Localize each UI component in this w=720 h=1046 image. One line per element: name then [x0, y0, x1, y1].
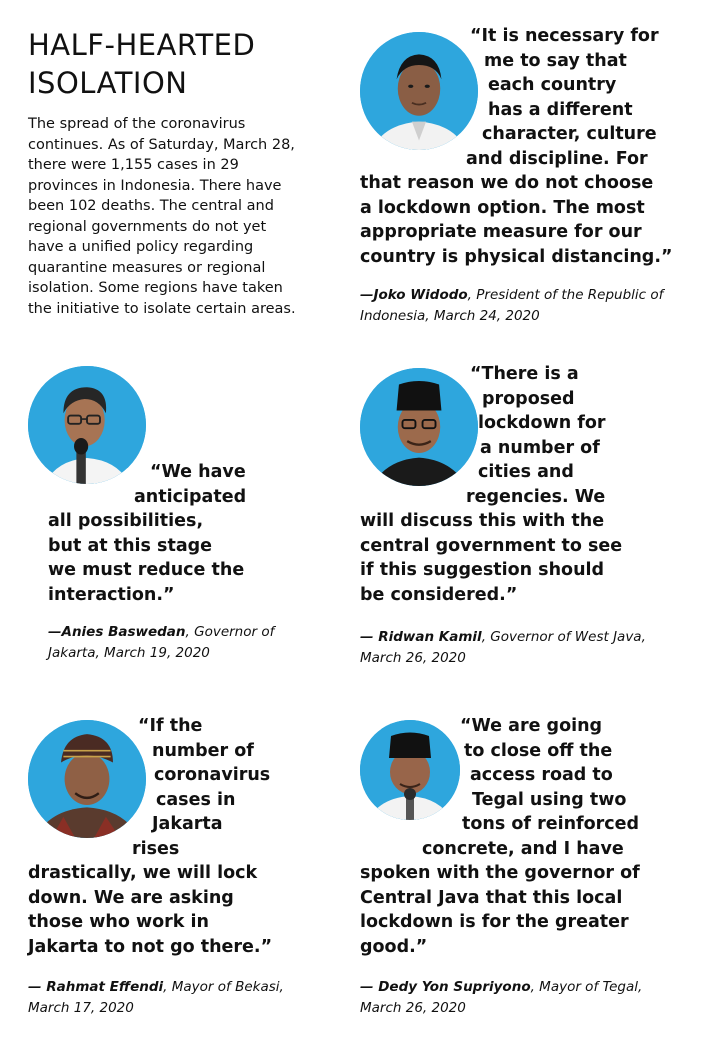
- quote-line: but at this stage: [48, 535, 213, 556]
- attribution-anies-baswedan: [48, 622, 338, 663]
- quote-line: anticipated: [134, 486, 247, 507]
- quote-line: rises: [132, 838, 180, 859]
- attribution-dash: —: [48, 624, 62, 640]
- quote-line: good.”: [360, 936, 428, 957]
- quote-joko-widodo: [360, 24, 672, 269]
- quote-anies-baswedan: [48, 460, 246, 607]
- page-title: [28, 26, 328, 102]
- quote-date: Jakarta, March 19, 2020: [48, 644, 210, 661]
- quote-line: down. We are asking: [28, 887, 234, 908]
- quote-line: Tegal using two: [472, 789, 627, 810]
- quote-line: that reason we do not choose: [360, 173, 654, 193]
- speaker-name: Ridwan Kamil: [378, 629, 482, 645]
- quote-line: lockdown for: [478, 413, 606, 433]
- quote-line: access road to: [470, 765, 613, 785]
- quote-line: cities and: [478, 462, 574, 482]
- speaker-role: , Governor of West Java,: [481, 629, 646, 645]
- attribution-rahmat-effendi: [28, 977, 338, 1018]
- quote-line: a number of: [480, 437, 600, 458]
- quote-line: me to say that: [484, 50, 627, 71]
- attribution-dash: —: [360, 979, 379, 995]
- speaker-role: , Mayor of Tegal,: [530, 979, 643, 995]
- quote-line: Central Java that this local: [360, 887, 623, 908]
- speaker-name: Anies Baswedan: [61, 624, 186, 640]
- speaker-name: Rahmat Effendi: [46, 979, 164, 995]
- quote-line: we must reduce the: [48, 560, 245, 580]
- quote-line: Jakarta: [152, 814, 223, 834]
- quote-line: “There is a: [470, 364, 579, 384]
- quote-date: March 26, 2020: [360, 649, 466, 666]
- quote-line: spoken with the governor of: [360, 863, 640, 883]
- quote-line: concrete, and I have: [422, 838, 624, 859]
- quote-line: regencies. We: [466, 486, 606, 507]
- quote-line: if this suggestion should: [360, 560, 605, 580]
- quote-line: each country: [488, 75, 617, 95]
- title-line-1: HALF-HEARTED: [28, 28, 256, 62]
- speaker-role: , Governor of: [185, 624, 275, 640]
- quote-date: March 17, 2020: [28, 999, 134, 1016]
- speaker-role: , President of the Republic of: [467, 287, 664, 303]
- speaker-name: Dedy Yon Supriyono: [378, 979, 531, 995]
- quote-line: “We are going: [460, 716, 603, 736]
- quote-rahmat-effendi: [28, 714, 272, 959]
- quote-line: lockdown is for the greater: [360, 912, 629, 932]
- quote-line: coronavirus: [154, 765, 271, 785]
- quote-line: “It is necessary for: [470, 26, 659, 46]
- quote-line: “If the: [138, 716, 203, 736]
- quote-line: character, culture: [482, 124, 657, 144]
- quote-line: number of: [152, 740, 254, 761]
- attribution-joko-widodo: [360, 285, 700, 326]
- attribution-dash: —: [28, 979, 47, 995]
- quote-line: all possibilities,: [48, 511, 204, 531]
- quote-line: those who work in: [28, 912, 209, 932]
- quote-line: to close off the: [464, 740, 613, 761]
- quote-line: tons of reinforced: [462, 814, 640, 834]
- attribution-dash: —: [360, 629, 379, 645]
- intro-text: The spread of the coronavirus continues. As of Saturday, March 28, there were 1,155 cases in 29 provinces in Indonesia. There have been 102 deaths. The central and regional governments do not yet have a unified policy regarding quarantine measures or regional isolation. Some regions have taken the initiative to isolate certain areas.: [28, 116, 296, 317]
- quote-line: cases in: [156, 789, 236, 810]
- quote-line: interaction.”: [48, 584, 175, 605]
- attribution-ridwan-kamil: [360, 627, 700, 668]
- quote-date: March 26, 2020: [360, 999, 466, 1016]
- quote-line: Jakarta to not go there.”: [28, 936, 273, 957]
- quote-line: will discuss this with the: [360, 511, 605, 531]
- quote-ridwan-kamil: [360, 362, 622, 607]
- quote-line: a lockdown option. The most: [360, 197, 645, 218]
- quote-dedy-yon-supriyono: [360, 714, 640, 959]
- speaker-role: , Mayor of Bekasi,: [163, 979, 284, 995]
- quote-line: central government to see: [360, 535, 623, 556]
- speaker-name: Joko Widodo: [373, 287, 468, 303]
- quote-line: has a different: [488, 99, 633, 120]
- quote-line: country is physical distancing.”: [360, 246, 673, 267]
- quote-line: “We have: [150, 462, 246, 482]
- quote-date: Indonesia, March 24, 2020: [360, 307, 540, 324]
- quote-line: proposed: [482, 388, 575, 409]
- attribution-dedy-yon-supriyono: [360, 977, 700, 1018]
- quote-line: drastically, we will lock: [28, 863, 258, 883]
- quote-line: appropriate measure for our: [360, 222, 642, 242]
- quote-line: and discipline. For: [466, 148, 648, 169]
- attribution-dash: —: [360, 287, 374, 303]
- title-line-2: ISOLATION: [28, 66, 188, 100]
- quote-line: be considered.”: [360, 584, 518, 605]
